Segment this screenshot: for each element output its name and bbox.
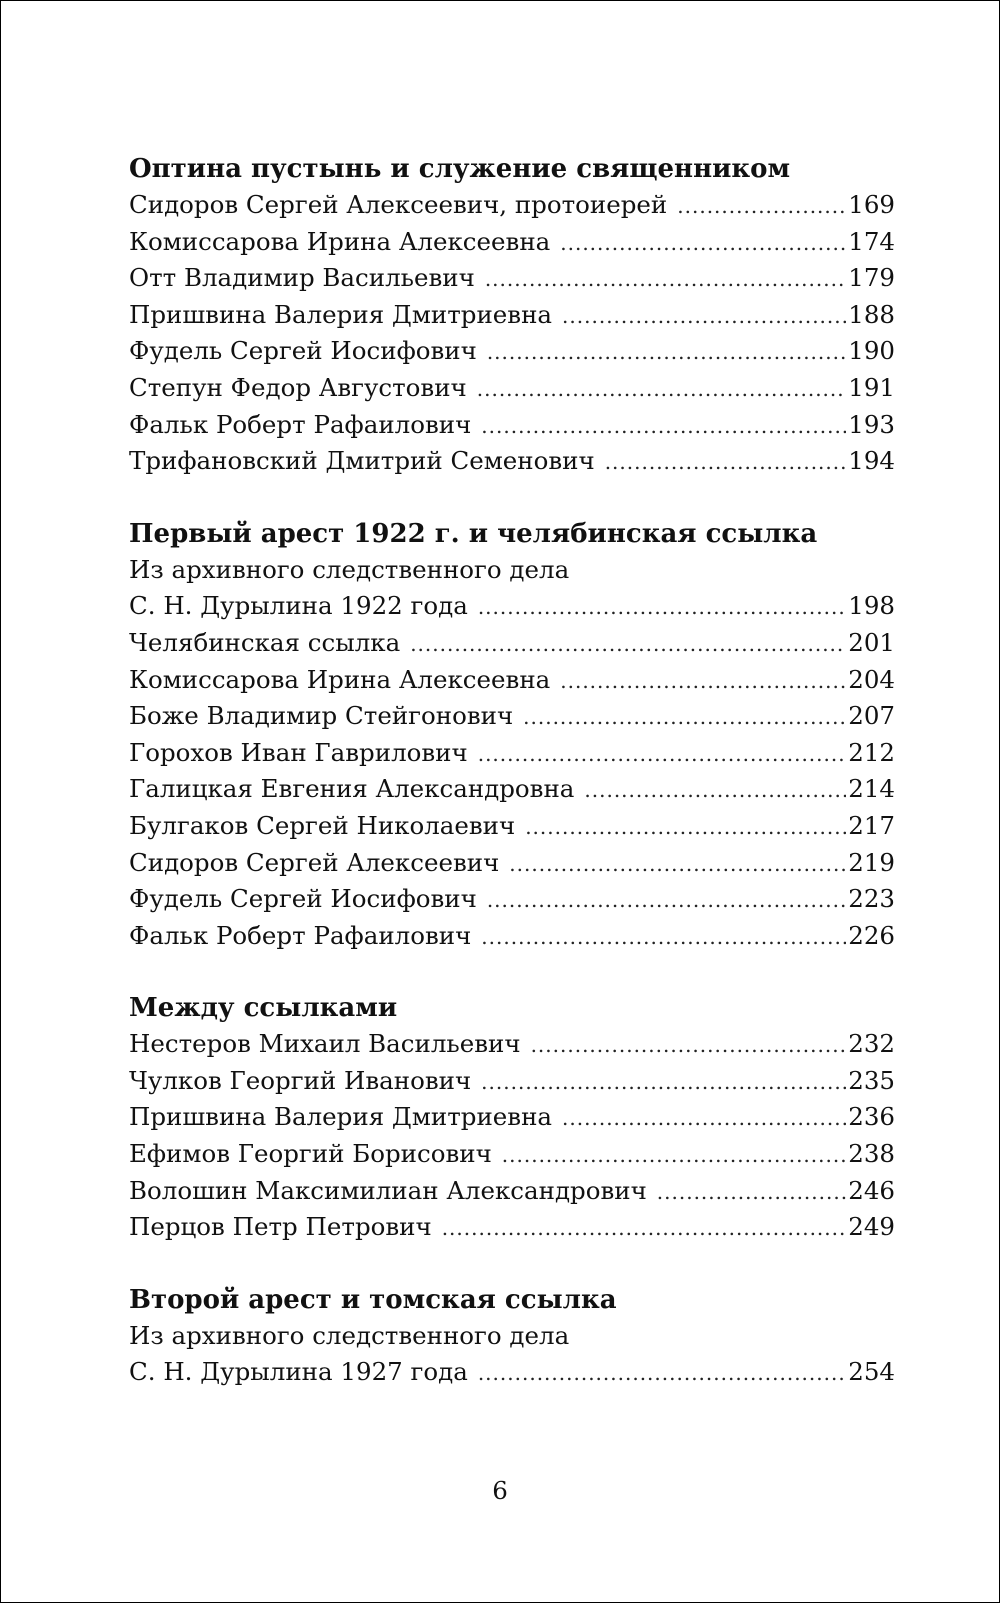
entry-name: Пришвина Валерия Дмитриевна: [129, 1102, 553, 1132]
dot-leader: [509, 846, 846, 883]
entry-name: Галицкая Евгения Александровна: [129, 774, 575, 804]
entry-page: 194: [848, 446, 895, 476]
entry-page: 214: [848, 774, 895, 804]
entry-name: Сидоров Сергей Алексеевич: [129, 847, 500, 877]
entry-page: 169: [848, 190, 895, 219]
toc-entry[interactable]: [129, 918, 895, 955]
section-title: Второй арест и томская ссылка: [129, 1284, 617, 1315]
section-title: Оптина пустынь и служение священником: [129, 154, 791, 184]
dot-leader: [531, 1027, 847, 1064]
entry-page: 204: [848, 664, 895, 694]
toc-entry[interactable]: [129, 224, 895, 261]
toc-entry[interactable]: [129, 333, 895, 370]
dot-leader: [523, 699, 846, 736]
toc-entry[interactable]: [129, 1209, 895, 1246]
toc-entry[interactable]: [129, 407, 895, 444]
entry-name: Боже Владимир Стейгонович: [129, 701, 514, 731]
entry-name: Волошин Максимилиан Александрович: [129, 1175, 647, 1205]
toc-entry[interactable]: [129, 808, 895, 845]
toc-entry[interactable]: [129, 735, 895, 772]
entry-name: Фудель Сергей Иосифович: [129, 336, 477, 366]
entry-name: Сидоров Сергей Алексеевич, протоиерей: [129, 190, 668, 219]
entry-page: 246: [848, 1175, 895, 1205]
page-number: 6: [492, 1476, 508, 1505]
entry-name: Фальк Роберт Рафаилович: [129, 920, 472, 950]
toc-entry[interactable]: [129, 1173, 895, 1210]
toc-entry[interactable]: [129, 771, 895, 808]
toc-section-optina: [129, 151, 895, 480]
dot-leader: [481, 919, 846, 956]
toc-entry[interactable]: [129, 297, 895, 334]
entry-page: 254: [848, 1357, 895, 1387]
dot-leader: [478, 736, 847, 773]
entry-name: Степун Федор Августович: [129, 372, 467, 402]
toc-entry[interactable]: [129, 625, 895, 662]
entry-name: С. Н. Дурылина 1927 года: [129, 1357, 468, 1387]
entry-page: 219: [848, 847, 895, 877]
toc-entry[interactable]: [129, 1026, 895, 1063]
dot-leader: [481, 408, 846, 445]
toc-entry[interactable]: [129, 881, 895, 918]
entry-name: Комиссарова Ирина Алексеевна: [129, 226, 551, 256]
entry-name: Челябинская ссылка: [129, 627, 401, 657]
toc-entry[interactable]: [129, 187, 895, 224]
toc-entry[interactable]: [129, 1136, 895, 1173]
entry-page: 223: [848, 884, 895, 914]
entry-page: 238: [848, 1139, 895, 1169]
toc-entry[interactable]: [129, 662, 895, 699]
entry-name: Нестеров Михаил Васильевич: [129, 1029, 521, 1059]
entry-page: 190: [848, 336, 895, 366]
entry-page: 232: [848, 1029, 895, 1059]
dot-leader: [562, 1100, 846, 1137]
entry-name: Фальк Роберт Рафаилович: [129, 409, 472, 439]
dot-leader: [560, 225, 846, 262]
toc-section-first-arrest: [129, 516, 895, 955]
section-title: Первый арест 1922 г. и челябинская ссылка: [129, 518, 818, 549]
entry-page: 235: [848, 1065, 895, 1095]
toc-entry[interactable]: [129, 698, 895, 735]
dot-leader: [657, 1174, 846, 1211]
dot-leader: [478, 589, 846, 626]
entry-name: Булгаков Сергей Николаевич: [129, 810, 516, 840]
dot-leader: [478, 1355, 846, 1392]
entry-name: Ефимов Георгий Борисович: [129, 1139, 492, 1169]
entry-page: 198: [848, 591, 895, 621]
entry-page: 236: [848, 1102, 895, 1132]
toc-entry[interactable]: [129, 588, 895, 625]
dot-leader: [485, 261, 846, 298]
dot-leader: [487, 882, 846, 919]
dot-leader: [584, 772, 846, 809]
entry-name: Перцов Петр Петрович: [129, 1212, 432, 1242]
entry-page: 201: [848, 627, 895, 657]
entry-page: 179: [848, 263, 895, 293]
dot-leader: [677, 188, 846, 225]
dot-leader: [410, 626, 846, 663]
entry-page: 207: [848, 701, 895, 731]
section-title: Между ссылками: [129, 993, 398, 1024]
toc-entry[interactable]: [129, 370, 895, 407]
entry-page: 226: [848, 920, 895, 950]
toc-section-between-exiles: [129, 990, 895, 1246]
entry-page: 188: [848, 299, 895, 329]
dot-leader: [502, 1137, 846, 1174]
entry-page: 249: [848, 1212, 895, 1242]
entry-intro-line: Из архивного следственного дела: [129, 554, 570, 584]
dot-leader: [442, 1210, 847, 1247]
dot-leader: [487, 334, 846, 371]
dot-leader: [477, 371, 846, 408]
toc-section-second-arrest: [129, 1282, 895, 1391]
entry-name: Горохов Иван Гаврилович: [129, 737, 468, 767]
entry-intro-line: Из архивного следственного дела: [129, 1320, 570, 1350]
toc-entry[interactable]: [129, 845, 895, 882]
table-of-contents: [129, 151, 895, 1427]
dot-leader: [605, 444, 847, 481]
entry-page: 174: [848, 226, 895, 256]
entry-name: Пришвина Валерия Дмитриевна: [129, 299, 553, 329]
entry-page: 217: [848, 810, 895, 840]
dot-leader: [481, 1064, 846, 1101]
entry-page: 191: [848, 372, 895, 402]
toc-entry[interactable]: [129, 1354, 895, 1391]
dot-leader: [560, 663, 846, 700]
entry-name: Комиссарова Ирина Алексеевна: [129, 664, 551, 694]
entry-name: С. Н. Дурылина 1922 года: [129, 591, 468, 621]
toc-entry[interactable]: [129, 260, 895, 297]
toc-entry[interactable]: [129, 1099, 895, 1136]
entry-name: Трифановский Дмитрий Семенович: [129, 446, 595, 476]
entry-name: Фудель Сергей Иосифович: [129, 884, 477, 914]
entry-page: 193: [848, 409, 895, 439]
toc-entry[interactable]: [129, 1063, 895, 1100]
entry-name: Отт Владимир Васильевич: [129, 263, 475, 293]
dot-leader: [525, 809, 846, 846]
entry-name: Чулков Георгий Иванович: [129, 1065, 472, 1095]
entry-page: 212: [848, 737, 895, 767]
toc-entry[interactable]: [129, 443, 895, 480]
dot-leader: [562, 298, 846, 335]
